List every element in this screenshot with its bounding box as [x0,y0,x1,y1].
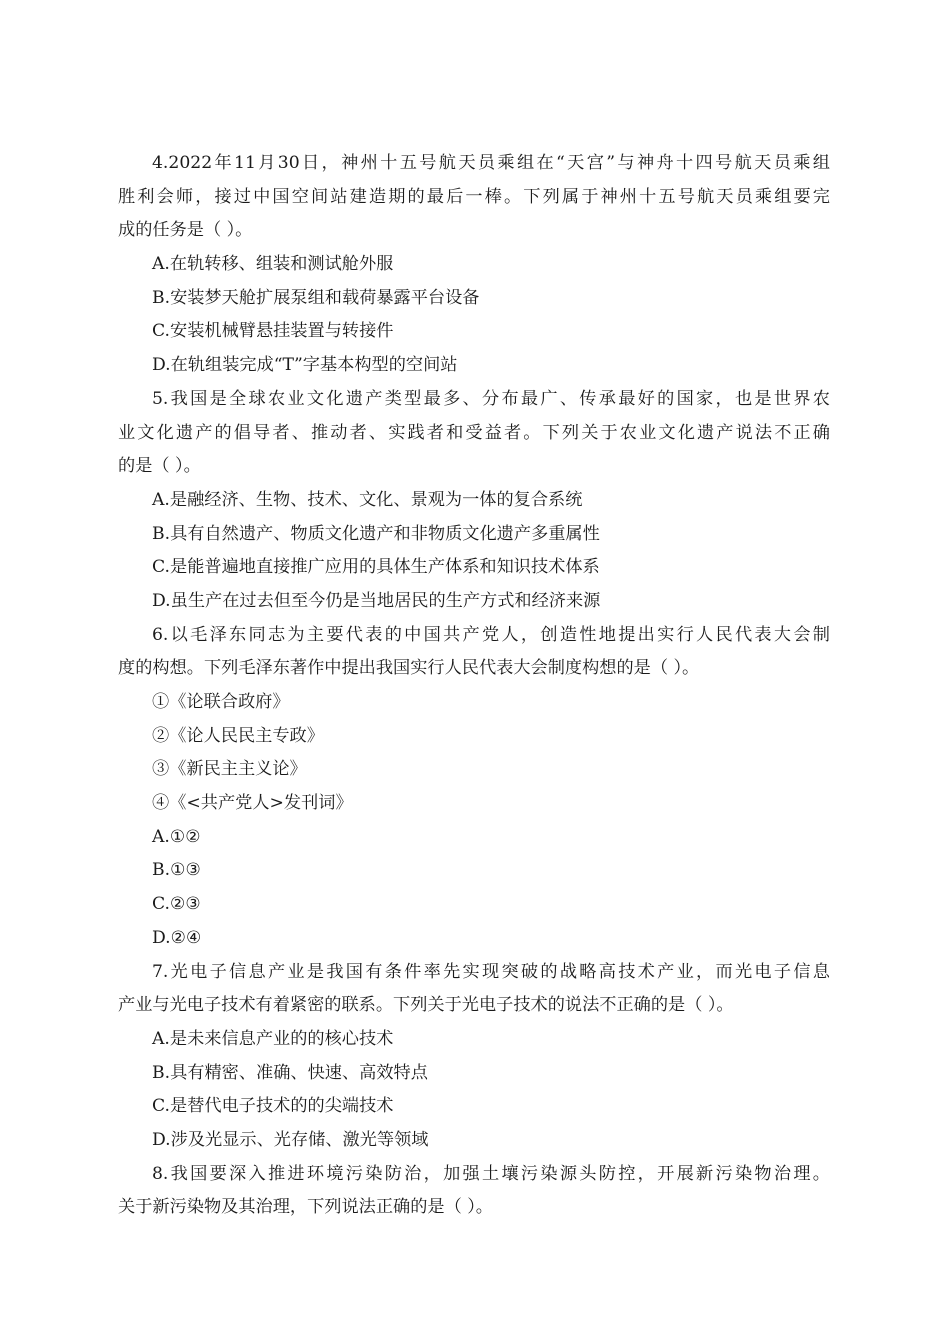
question-stem-line: 业文化遗产的倡导者、推动者、实践者和受益者。下列关于农业文化遗产说法不正确 [118,422,830,443]
option-d: D.在轨组装完成“T”字基本构型的空间站 [152,355,458,376]
question-stem-line: 度的构想。下列毛泽东著作中提出我国实行人民代表大会制度构想的是（ ）。 [118,658,700,679]
statement-4: ④《<共产党人>发刊词》 [152,793,353,814]
option-a: A.在轨转移、组装和测试舱外服 [152,254,394,275]
question-stem-line: 7.光电子信息产业是我国有条件率先实现突破的战略高技术产业，而光电子信息 [152,961,830,982]
question-4 [118,147,830,383]
question-5 [118,383,830,619]
option-d: D.涉及光显示、光存储、激光等领域 [152,1129,429,1150]
question-stem-line: 关于新污染物及其治理，下列说法正确的是（ ）。 [118,1197,493,1218]
question-7 [118,956,830,1158]
option-c: C.是能普遍地直接推广应用的具体生产体系和知识技术体系 [152,557,600,578]
document-page [118,147,830,1225]
question-stem-line: 4.2022年11月30日，神州十五号航天员乘组在“天宫”与神舟十四号航天员乘组 [152,153,830,173]
statement-3: ③《新民主主义论》 [152,759,307,780]
question-stem-line: 6.以毛泽东同志为主要代表的中国共产党人，创造性地提出实行人民代表大会制 [152,624,830,645]
question-stem-line: 8.我国要深入推进环境污染防治，加强土壤污染源头防控，开展新污染物治理。 [152,1163,830,1184]
question-stem-line: 的是（ ）。 [118,456,201,477]
option-c: C.安装机械臂悬挂装置与转接件 [152,321,394,342]
option-d: D.虽生产在过去但至今仍是当地居民的生产方式和经济来源 [152,590,601,611]
option-d: D.②④ [152,927,202,948]
option-b: B.①③ [152,860,201,881]
option-a: A.是融经济、生物、技术、文化、景观为一体的复合系统 [152,489,583,510]
question-6 [118,619,830,956]
statement-1: ①《论联合政府》 [152,692,290,712]
question-stem-line: 产业与光电子技术有着紧密的联系。下列关于光电子技术的说法不正确的是（ ）。 [118,995,734,1016]
question-stem-line: 5.我国是全球农业文化遗产类型最多、分布最广、传承最好的国家，也是世界农 [152,388,830,409]
statement-2: ②《论人民民主专政》 [152,725,324,746]
option-c: C.是替代电子技术的的尖端技术 [152,1096,394,1117]
option-a: A.①② [152,826,201,847]
question-stem-line: 成的任务是（ ）。 [118,220,253,241]
option-c: C.②③ [152,894,201,915]
option-b: B.具有精密、准确、快速、高效特点 [152,1062,428,1083]
option-b: B.具有自然遗产、物质文化遗产和非物质文化遗产多重属性 [152,523,600,544]
option-b: B.安装梦天舱扩展泵组和载荷暴露平台设备 [152,287,480,308]
option-a: A.是未来信息产业的的核心技术 [152,1028,394,1049]
question-8 [118,1158,830,1225]
question-stem-line: 胜利会师，接过中国空间站建造期的最后一棒。下列属于神州十五号航天员乘组要完 [118,186,830,207]
